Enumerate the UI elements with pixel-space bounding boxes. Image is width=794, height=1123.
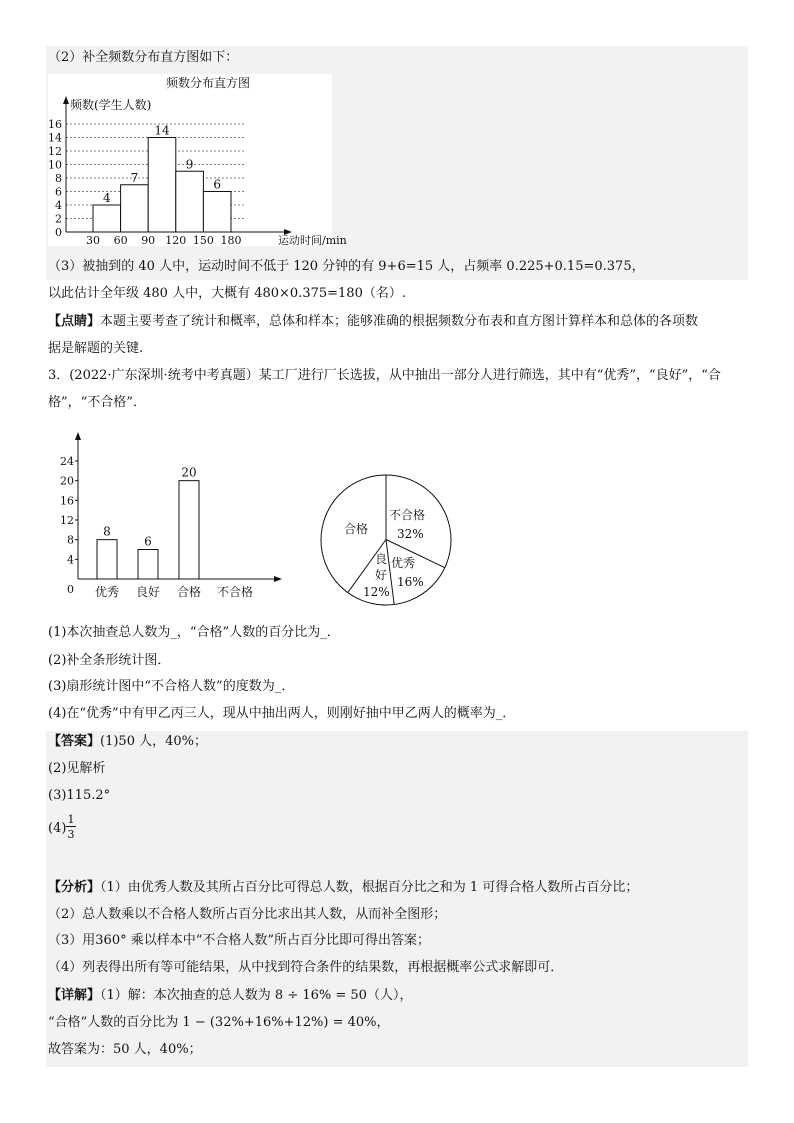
text-span: （1）由优秀人数及其所占百分比可得总人数，根据百分比之和为 1 可得合格人数所占百分比； xyxy=(100,880,639,895)
hist-bar xyxy=(93,205,121,232)
analysis-line: （3）用360° 乘以样本中“不合格人数”所占百分比即可得出答案； xyxy=(48,933,431,948)
answer-line: (4) xyxy=(48,821,67,836)
bar-value-label: 20 xyxy=(181,465,197,480)
analysis-line xyxy=(48,879,638,897)
bar-rect xyxy=(138,550,158,580)
tag-daan: 【答案】 xyxy=(48,734,101,749)
answer-line xyxy=(48,733,207,751)
bar-y-tick: 20 xyxy=(60,474,74,488)
answer-line: (2)见解析 xyxy=(48,761,106,776)
hist-bar xyxy=(203,192,231,233)
hist-x-tick: 180 xyxy=(220,234,242,247)
hist-y-tick: 6 xyxy=(55,185,62,199)
text-span: (1)50 人，40%； xyxy=(100,734,207,749)
text-span: 本题主要考查了统计和概率，总体和样本；能够准确的根据频数分布表和直方图计算样本和总体的各项数 xyxy=(100,314,699,329)
fraction-numerator: 1 xyxy=(67,813,75,826)
question-item: (4)在“优秀”中有甲乙丙三人，现从中抽出两人，则刚好抽中甲乙两人的概率为_． xyxy=(48,706,516,721)
analysis-line: （4）列表得出所有等可能结果，从中找到符合条件的结果数，再根据概率公式求解即可． xyxy=(48,960,564,975)
bar-chart xyxy=(56,428,288,604)
bar-y-tick: 8 xyxy=(67,533,74,547)
bar-category-label: 合格 xyxy=(176,585,202,599)
hist-y-arrow xyxy=(63,96,69,104)
hist-y-tick: 4 xyxy=(55,199,62,212)
hist-x-tick: 120 xyxy=(165,234,187,247)
hist-y-tick: 10 xyxy=(48,158,62,172)
question-item: (1)本次抽查总人数为_，“合格”人数的百分比为_． xyxy=(48,625,340,640)
pie-pct-lianghao: 12% xyxy=(363,585,390,599)
question-stem: 3．(2022·广东深圳·统考中考真题）某工厂进行厂长选拔，从中抽出一部分人进行筛选，其中有“优秀”，“良好”，“合 xyxy=(48,368,721,383)
bar-rect xyxy=(179,481,199,579)
text-line: 据是解题的关键. xyxy=(48,341,144,356)
question-stem: 格”，“不合格”． xyxy=(48,395,146,410)
pie-label-lianghao-1: 良 xyxy=(375,552,388,566)
pie-pct-youxiu: 16% xyxy=(397,575,424,589)
histogram-chart xyxy=(48,74,347,247)
analysis-line: （2）总人数乘以不合格人数所占百分比求出其人数，从而补全图形； xyxy=(48,907,447,922)
question-item: (2)补全条形统计图． xyxy=(48,653,171,668)
hist-title: 频数分布直方图 xyxy=(166,76,251,90)
text-line: 以此估计全年级 480 人中，大概有 480×0.375=180（名）. xyxy=(48,286,406,301)
bar-category-label: 不合格 xyxy=(216,585,254,599)
hist-x-tick: 90 xyxy=(141,234,156,247)
hist-bar xyxy=(121,185,149,232)
bar-value-label: 6 xyxy=(144,534,152,549)
pie-label-youxiu: 优秀 xyxy=(391,556,416,570)
hist-y-tick: 8 xyxy=(55,172,62,185)
tag-dianjing: 【点睛】 xyxy=(48,314,101,329)
hist-y-tick: 12 xyxy=(48,145,62,158)
hist-bar-label: 7 xyxy=(130,170,139,185)
detail-line: “合格”人数的百分比为 1 − (32%+16%+12%) = 40%， xyxy=(48,1015,390,1030)
bar-rect xyxy=(97,540,117,579)
hist-y-tick: 2 xyxy=(55,212,62,226)
pie-label-hege: 合格 xyxy=(344,522,369,536)
bar-category-label: 良好 xyxy=(135,585,161,599)
bar-y-tick: 0 xyxy=(67,583,74,596)
hist-bar xyxy=(148,138,176,233)
bar-category-label: 优秀 xyxy=(94,585,120,599)
text-line xyxy=(48,313,698,331)
hist-bar-label: 14 xyxy=(154,123,170,138)
fraction-denominator: 3 xyxy=(67,828,75,841)
bar-y-tick: 16 xyxy=(60,494,74,508)
hist-ylabel: 频数(学生人数) xyxy=(70,98,152,112)
pie-label-lianghao-2: 好 xyxy=(375,568,388,582)
tag-fenxi: 【分析】 xyxy=(48,880,101,895)
text-line: （2）补全频数分布直方图如下： xyxy=(48,50,239,65)
tag-xiangjie: 【详解】 xyxy=(48,988,101,1003)
hist-bar xyxy=(176,171,204,232)
hist-xlabel: 运动时间/min xyxy=(278,234,347,247)
bar-x-arrow xyxy=(274,576,282,582)
detail-line xyxy=(48,987,412,1005)
bar-y-tick: 12 xyxy=(60,514,74,527)
detail-line: 故答案为：50 人，40%； xyxy=(48,1042,202,1057)
hist-y-tick: 14 xyxy=(48,131,62,145)
answer-line: (3)115.2° xyxy=(48,788,111,803)
hist-x-tick: 150 xyxy=(192,234,214,247)
bar-value-label: 8 xyxy=(103,524,111,539)
text-span: （1）解：本次抽查的总人数为 8 ÷ 16% = 50（人）， xyxy=(100,988,413,1003)
hist-y-tick: 0 xyxy=(55,226,62,239)
hist-bar-label: 9 xyxy=(185,157,194,172)
hist-y-tick: 16 xyxy=(48,118,62,131)
hist-bar-label: 4 xyxy=(102,191,111,205)
hist-x-tick: 60 xyxy=(113,234,128,247)
bar-y-tick: 24 xyxy=(60,455,74,468)
hist-x-tick: 30 xyxy=(86,234,100,247)
pie-label-buhege: 不合格 xyxy=(389,508,426,522)
text-line: （3）被抽到的 40 人中，运动时间不低于 120 分钟的有 9+6=15 人，占频率 0.225+0.15=0.375， xyxy=(48,259,645,274)
hist-bar-label: 6 xyxy=(213,177,222,192)
pie-pct-buhege: 32% xyxy=(397,527,424,541)
bar-y-arrow xyxy=(75,432,81,440)
bar-y-tick: 4 xyxy=(67,553,74,567)
pie-chart xyxy=(318,472,454,608)
question-item: (3)扇形统计图中“不合格人数”的度数为_． xyxy=(48,679,295,694)
